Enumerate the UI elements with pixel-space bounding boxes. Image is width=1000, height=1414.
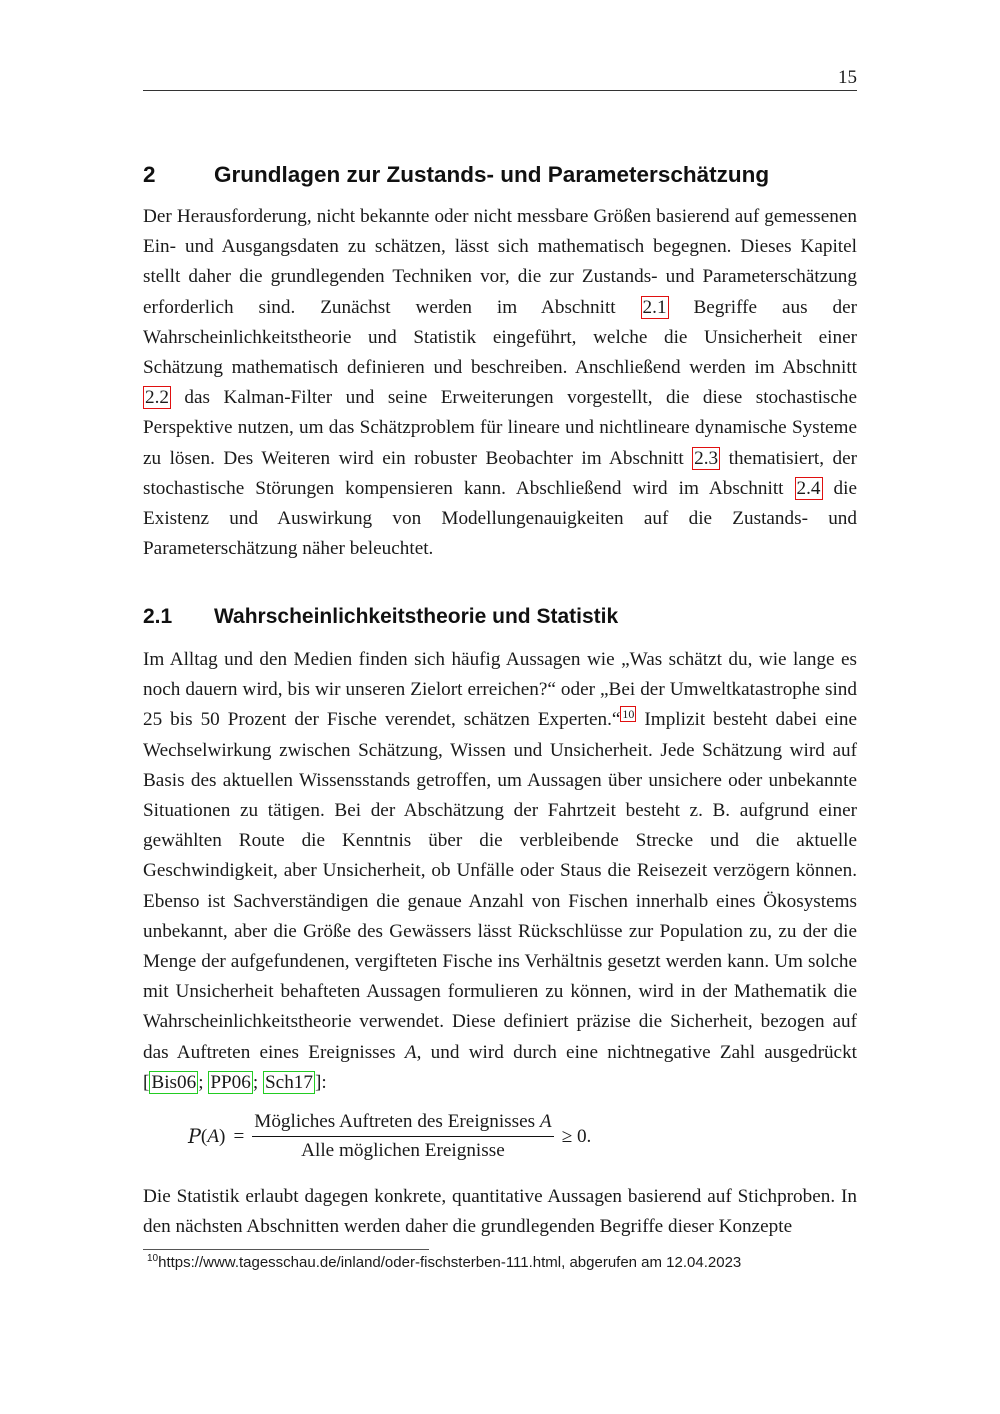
intro-text: die Existenz und Auswirkung von Modellungenauigkeiten auf die Zustands- und Parameterschätzung näher beleuchtet. xyxy=(143,477,857,560)
intro-text: thematisiert, der stochastische Störungen kompensieren kann. Abschließend wird im Abschnitt xyxy=(143,447,857,499)
formula-numerator xyxy=(252,1110,553,1137)
chapter-heading xyxy=(143,160,769,190)
probability-formula xyxy=(188,1110,591,1163)
section-ref-2-4-link[interactable]: 2.4 xyxy=(796,477,821,499)
math-variable: A xyxy=(404,1041,417,1063)
intro-text: Begriffe aus der Wahrscheinlichkeitstheorie und Statistik eingeführt, welche die Unsicherheit einer Schätzung mathematisch definieren und beschreiben. Anschließend werden im Abschnitt xyxy=(143,296,857,379)
intro-text: das Kalman-Filter und seine Erweiterungen vorgestellt, die diese stochastische Perspektive nutzen, um das Schätzproblem für lineare und nichtlineare dynamische Systeme zu lösen. Des Weiteren wird ein robuster Beobachter im Abschnitt xyxy=(143,387,857,469)
citation-separator: ; xyxy=(198,1071,209,1093)
formula-relation: ≥ 0. xyxy=(561,1125,592,1147)
page-number: 15 xyxy=(838,67,857,88)
formula-equals: = xyxy=(233,1125,245,1147)
paragraph-text: , und wird durch eine nichtnegative Zahl ausgedrückt [ xyxy=(143,1041,857,1093)
section-heading xyxy=(143,603,618,631)
chapter-intro-paragraph xyxy=(143,202,857,564)
citation-separator: ; xyxy=(252,1071,263,1093)
section-title: Wahrscheinlichkeitstheorie und Statistik xyxy=(214,605,619,628)
formula-denominator: Alle möglichen Ereignisse xyxy=(301,1140,505,1161)
chapter-number: 2 xyxy=(143,162,156,187)
section-paragraph xyxy=(143,645,857,1098)
footnote-link[interactable]: 10 xyxy=(622,707,635,722)
formula-p-symbol: P xyxy=(188,1125,201,1148)
footnote-url-link[interactable]: https://www.tagesschau.de/inland/oder-fischsterben-111.html, abgerufen am 12.04.2023 xyxy=(158,1254,742,1271)
chapter-title: Grundlagen zur Zustands- und Parameterschätzung xyxy=(214,162,770,187)
formula-paren-open: ( xyxy=(200,1125,208,1147)
formula-paren-close: ) xyxy=(219,1125,226,1147)
paragraph-text: ]: xyxy=(314,1071,327,1093)
section-ref-2-1-link[interactable]: 2.1 xyxy=(642,296,667,318)
formula-lhs-var: A xyxy=(207,1125,220,1147)
footnote-rule xyxy=(143,1249,429,1250)
numerator-var: A xyxy=(539,1111,552,1132)
citation-pp06-link[interactable]: PP06 xyxy=(210,1071,251,1093)
section-ref-2-3-link[interactable]: 2.3 xyxy=(694,447,719,469)
paragraph-text: Implizit besteht dabei eine Wechselwirkung zwischen Schätzung, Wissen und Unsicherheit. Jede Schätzung wird auf Basis des aktuellen Wissensstands getroffen, um Aussagen über unsichere oder unbekannte Situationen zu tätigen. Bei der Abschätzung der Fahrtzeit besteht z. B. aufgrund einer gewählten Route die Kenntnis über die verbleibende Strecke und die aktuelle Geschwindigkeit, aber Unsicherheit, ob Unfälle oder Staus die Reisezeit verzögern können. Ebenso ist Sachverständigen die genaue Anzahl von Fischen innerhalb eines Ökosystems unbekannt, aber die Größe des Gewässers lässt Rückschlüsse zur Population zu, zu der die Menge der aufgefundenen, vergifteten Fische ins Verhältnis gesetzt werden kann. Um solche mit Unsicherheit behafteten Aussagen formulieren zu können, wird in der Mathematik die Wahrscheinlichkeitstheorie verwendet. Diese definiert präzise die Sicherheit, bezogen auf das Auftreten eines Ereignisses xyxy=(143,709,857,1063)
footnote-mark: 10 xyxy=(147,1253,159,1264)
formula-fraction xyxy=(252,1110,553,1163)
footnote xyxy=(147,1252,741,1274)
intro-text: Der Herausforderung, nicht bekannte oder nicht messbare Größen basierend auf gemessenen Ein- und Ausgangsdaten zu schätzen, lässt sich mathematisch begegnen. Dieses Kapitel stellt daher die grundlegenden Techniken vor, die zur Zustands- und Parameterschätzung erforderlich sind. Zunächst werden im Abschnitt xyxy=(143,206,857,318)
citation-bis06-link[interactable]: Bis06 xyxy=(151,1071,197,1093)
section-paragraph-2: Die Statistik erlaubt dagegen konkrete, quantitative Aussagen basierend auf Stichproben. In den nächsten Abschnitten werden daher die grundlegenden Begriffe dieser Konzepte xyxy=(143,1186,857,1238)
paragraph-text: Im Alltag und den Medien finden sich häufig Aussagen wie „Was schätzt du, wie lange es noch dauern wird, bis wir unseren Zielort erreichen?“ oder „Bei der Umweltkatastrophe sind 25 bis 50 Prozent der Fische verendet, schätzen Experten.“ xyxy=(143,649,857,731)
header-rule xyxy=(143,90,857,91)
section-number: 2.1 xyxy=(143,605,173,628)
citation-sch17-link[interactable]: Sch17 xyxy=(265,1071,313,1093)
numerator-text: Mögliches Auftreten des Ereignisses xyxy=(254,1111,540,1132)
section-ref-2-2-link[interactable]: 2.2 xyxy=(145,387,169,409)
